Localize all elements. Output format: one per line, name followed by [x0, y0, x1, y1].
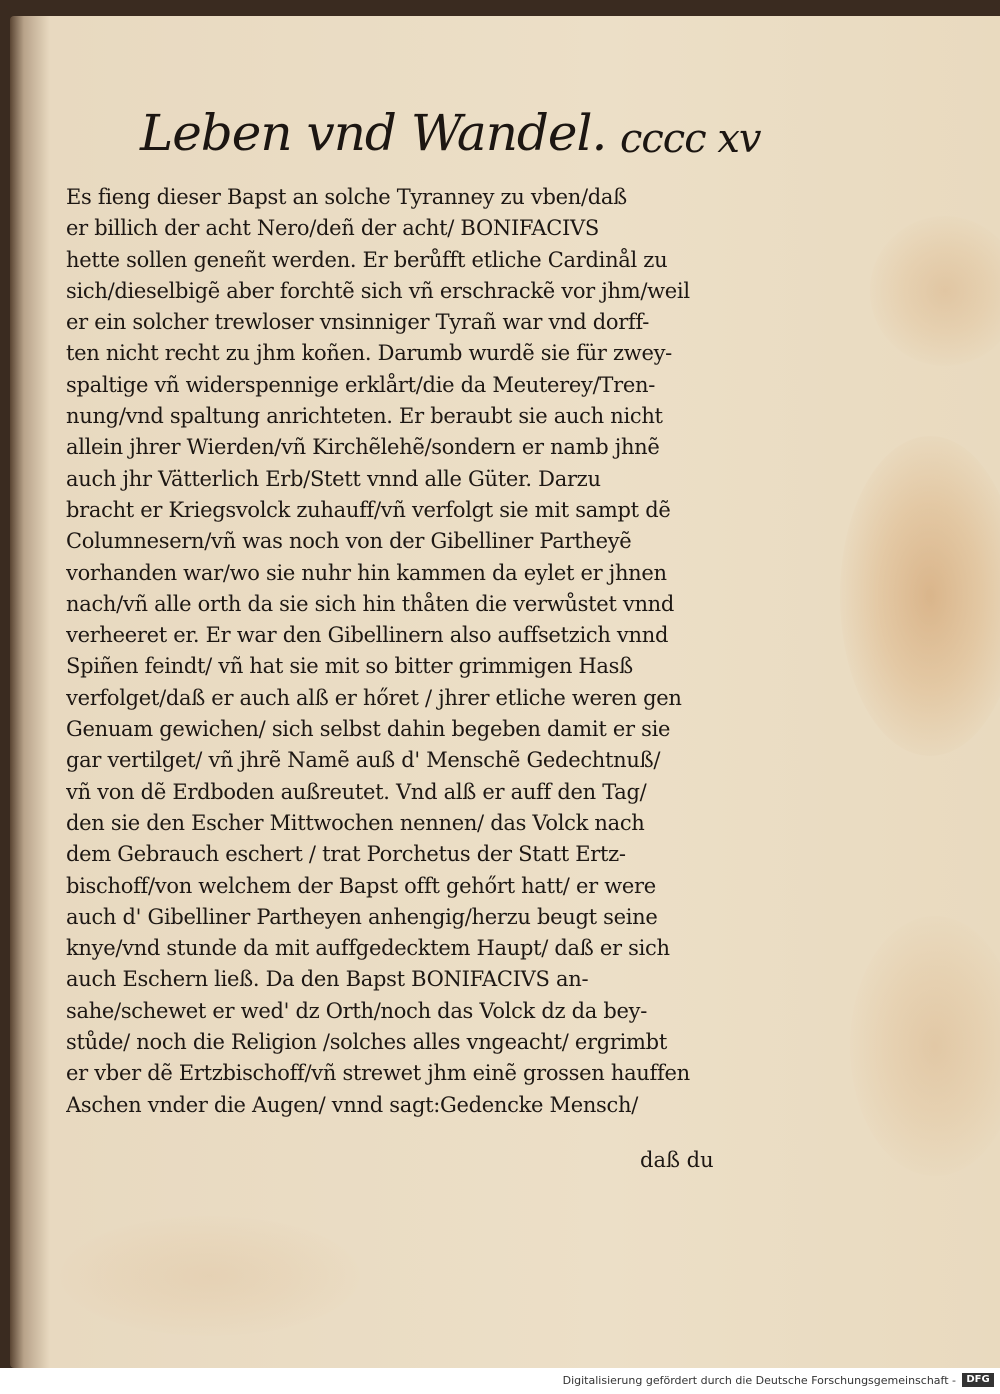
text-line: auch d' Gibelliner Partheyen anhengig/herzu beugt seine — [66, 904, 658, 929]
text-line: sich/dieselbigẽ aber forchtẽ sich vñ erschrackẽ vor jhm/weil — [66, 278, 690, 303]
footer-bar — [0, 1368, 1000, 1394]
digitization-credit: Digitalisierung gefördert durch die Deutsche Forschungsgemeinschaft - — [562, 1374, 956, 1387]
paper-stain — [870, 216, 1000, 366]
text-line: hette sollen geneñt werden. Er berůfft etliche Cardinål zu — [66, 247, 668, 272]
dfg-logo: DFG — [962, 1373, 994, 1387]
paper-stain — [60, 1216, 360, 1336]
text-line: gar vertilget/ vñ jhrẽ Namẽ auß d' Menschẽ Gedechtnuß/ — [66, 748, 661, 773]
text-line: auch jhr Vätterlich Erb/Stett vnnd alle Güter. Darzu — [66, 466, 601, 491]
text-line: ten nicht recht zu jhm koñen. Darumb wurdẽ sie für zwey- — [66, 341, 672, 366]
text-line: nach/vñ alle orth da sie sich hin thåten die verwůstet vnnd — [66, 591, 675, 616]
text-line: dem Gebrauch eschert / trat Porchetus der Statt Ertz- — [66, 842, 626, 867]
text-line: den sie den Escher Mittwochen nennen/ das Volck nach — [66, 810, 645, 835]
catchword: daß du — [640, 1148, 714, 1172]
text-line: vñ von dẽ Erdboden außreutet. Vnd alß er auff den Tag/ — [66, 779, 647, 804]
text-line: Aschen vnder die Augen/ vnnd sagt:Gedencke Mensch/ — [66, 1092, 638, 1117]
text-line: stůde/ noch die Religion /solches alles vngeacht/ ergrimbt — [66, 1030, 667, 1055]
text-line: Columnesern/vñ was noch von der Gibelliner Partheyẽ — [66, 529, 632, 554]
text-line: Spiñen feindt/ vñ hat sie mit so bitter grimmigen Hasß — [66, 654, 633, 679]
paper-stain — [840, 436, 1000, 756]
text-line: nung/vnd spaltung anrichteten. Er beraubt sie auch nicht — [66, 404, 663, 429]
text-line: auch Eschern ließ. Da den Bapst BONIFACIVS an- — [66, 967, 589, 992]
text-line: allein jhrer Wierden/vñ Kirchẽlehẽ/sondern er namb jhnẽ — [66, 435, 660, 460]
text-line: knye/vnd stunde da mit auffgedecktem Haupt/ daß er sich — [66, 936, 670, 961]
text-line: spaltige vñ widerspennige erklårt/die da Meuterey/Tren- — [66, 372, 655, 397]
text-line: er ein solcher trewloser vnsinniger Tyrañ war vnd dorff- — [66, 310, 650, 335]
text-line: vorhanden war/wo sie nuhr hin kammen da eylet er jhnen — [66, 560, 667, 585]
text-line: Es fieng dieser Bapst an solche Tyranney zu vben/daß — [66, 185, 627, 209]
text-line: er vber dẽ Ertzbischoff/vñ strewet jhm einẽ grossen hauffen — [66, 1061, 690, 1086]
running-head: Leben vnd Wandel. — [140, 104, 607, 162]
paper-stain — [850, 916, 1000, 1176]
text-line: bischoff/von welchem der Bapst offt gehőrt hatt/ er were — [66, 873, 656, 898]
body-text — [66, 182, 746, 1121]
folio-number: cccc xv — [620, 116, 761, 162]
text-line: verheeret er. Er war den Gibellinern also auffsetzich vnnd — [66, 623, 669, 648]
text-line: verfolget/daß er auch alß er hőret / jhrer etliche weren gen — [66, 685, 682, 710]
text-line: bracht er Kriegsvolck zuhauff/vñ verfolgt sie mit sampt dẽ — [66, 497, 671, 522]
text-line: er billich der acht Nero/deñ der acht/ BONIFACIVS — [66, 216, 599, 241]
text-line: Genuam gewichen/ sich selbst dahin begeben damit er sie — [66, 717, 671, 742]
text-line: sahe/schewet er wed' dz Orth/noch das Volck dz da bey- — [66, 998, 647, 1023]
